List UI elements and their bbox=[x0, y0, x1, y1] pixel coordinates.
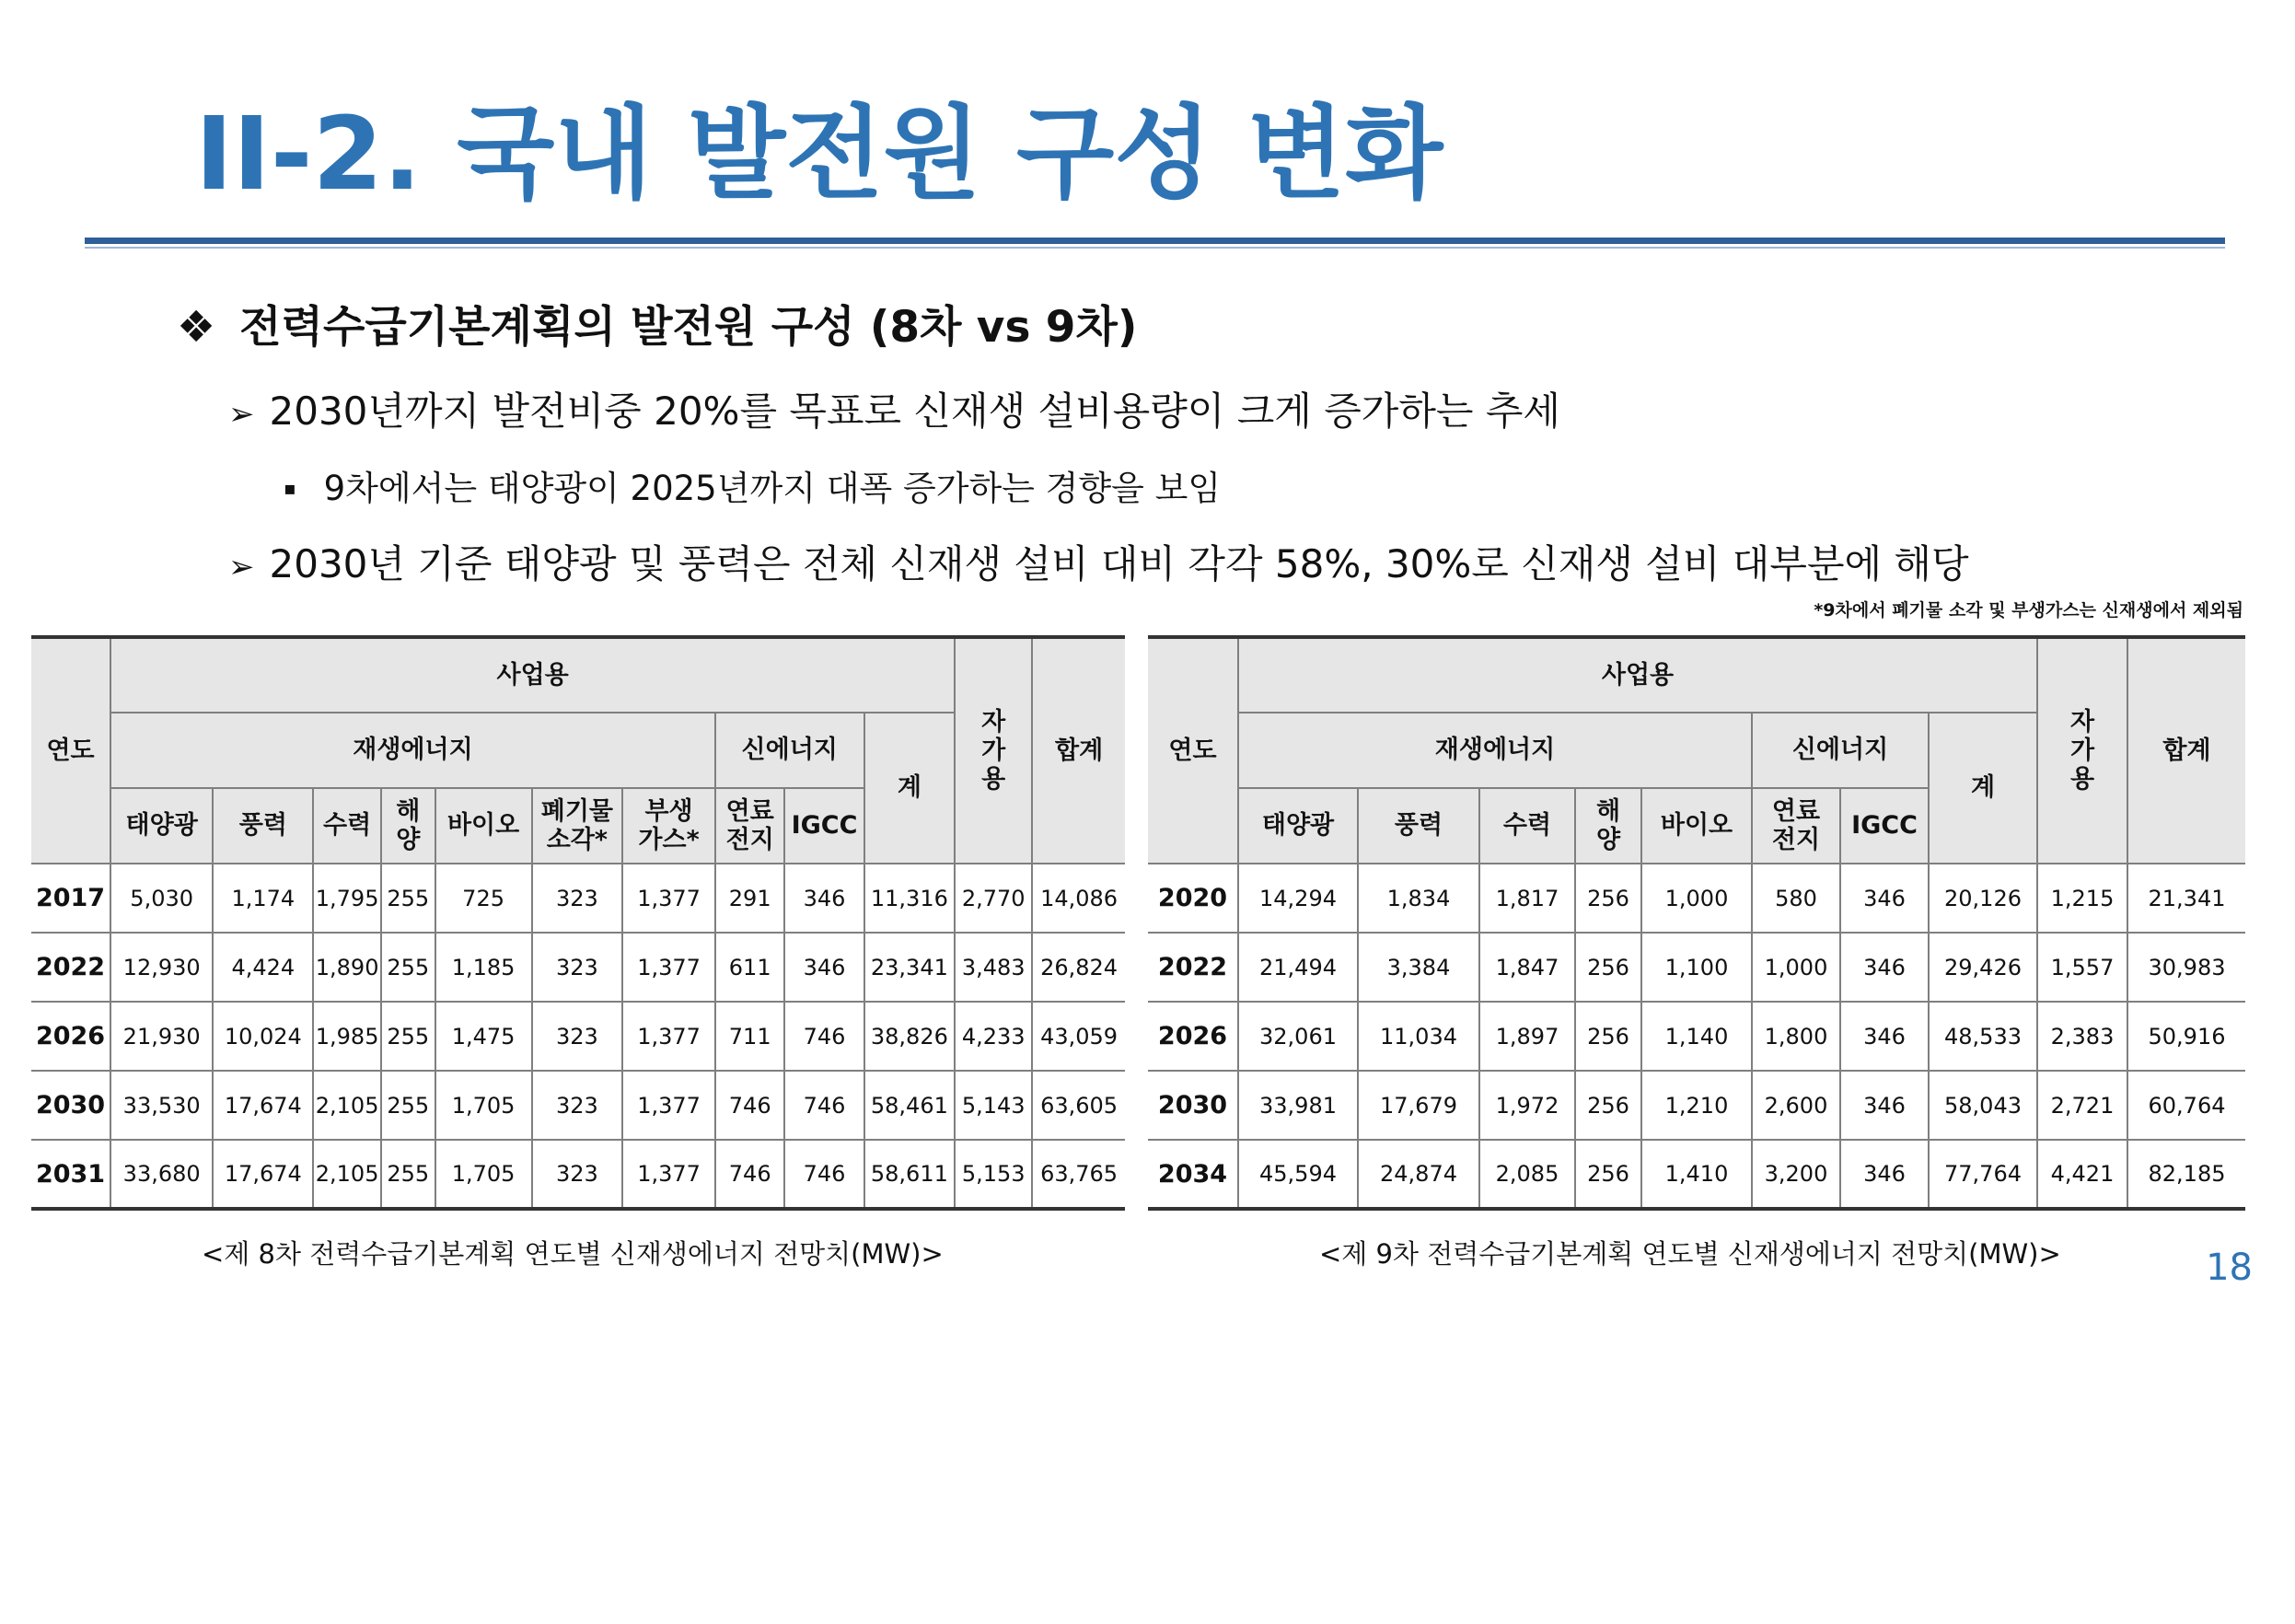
cell: 33,530 bbox=[110, 1071, 213, 1140]
table-row bbox=[31, 1002, 1125, 1071]
cell: 24,874 bbox=[1358, 1140, 1479, 1209]
cell: 1,705 bbox=[435, 1071, 532, 1140]
cell: 323 bbox=[532, 864, 623, 933]
cell-year: 2031 bbox=[31, 1140, 110, 1209]
cell: 1,795 bbox=[313, 864, 380, 933]
header-ocean: 해 양 bbox=[1575, 788, 1641, 864]
table-8th-plan bbox=[31, 635, 1125, 1211]
slide-title: II-2. 국내 발전원 구성 변화 bbox=[195, 95, 1443, 213]
table-row bbox=[31, 864, 1125, 933]
cell: 255 bbox=[381, 1140, 435, 1209]
header-ocean: 해 양 bbox=[381, 788, 435, 864]
cell: 2,105 bbox=[313, 1140, 380, 1209]
cell: 20,126 bbox=[1929, 864, 2037, 933]
cell: 1,140 bbox=[1641, 1002, 1752, 1071]
cell: 1,377 bbox=[622, 1002, 715, 1071]
cell: 50,916 bbox=[2127, 1002, 2245, 1071]
cell: 21,341 bbox=[2127, 864, 2245, 933]
header-igcc: IGCC bbox=[1840, 788, 1929, 864]
cell: 3,200 bbox=[1752, 1140, 1840, 1209]
section-heading-text: 전력수급기본계획의 발전원 구성 (8차 vs 9차) bbox=[239, 302, 1138, 353]
cell: 63,765 bbox=[1032, 1140, 1125, 1209]
cell-year: 2017 bbox=[31, 864, 110, 933]
cell: 1,000 bbox=[1641, 864, 1752, 933]
header-new-energy: 신에너지 bbox=[715, 713, 864, 788]
header-fuel-cell: 연료 전지 bbox=[715, 788, 785, 864]
cell: 746 bbox=[784, 1140, 864, 1209]
cell-year: 2026 bbox=[31, 1002, 110, 1071]
section-heading bbox=[177, 293, 1137, 354]
cell: 1,834 bbox=[1358, 864, 1479, 933]
header-renewable: 재생에너지 bbox=[1238, 713, 1752, 788]
page-number: 18 bbox=[2206, 1247, 2253, 1289]
cell: 58,043 bbox=[1929, 1071, 2037, 1140]
cell: 346 bbox=[1840, 933, 1929, 1002]
cell: 1,557 bbox=[2037, 933, 2127, 1002]
header-new-energy: 신에너지 bbox=[1752, 713, 1929, 788]
cell: 23,341 bbox=[864, 933, 956, 1002]
bullet-1-sub-text: 9차에서는 태양광이 2025년까지 대폭 증가하는 경향을 보임 bbox=[323, 469, 1222, 508]
cell: 1,377 bbox=[622, 933, 715, 1002]
header-igcc: IGCC bbox=[784, 788, 864, 864]
cell: 17,674 bbox=[213, 1140, 313, 1209]
cell: 1,985 bbox=[313, 1002, 380, 1071]
bullet-2-text: 2030년 기준 태양광 및 풍력은 전체 신재생 설비 대비 각각 58%, 30%로 신재생 설비 대부분에 해당 bbox=[269, 541, 1969, 586]
square-bullet-icon: ▪ bbox=[284, 477, 296, 499]
cell: 29,426 bbox=[1929, 933, 2037, 1002]
cell-year: 2022 bbox=[31, 933, 110, 1002]
cell: 1,847 bbox=[1479, 933, 1575, 1002]
cell: 12,930 bbox=[110, 933, 213, 1002]
cell: 255 bbox=[381, 864, 435, 933]
cell: 2,721 bbox=[2037, 1071, 2127, 1140]
cell: 1,817 bbox=[1479, 864, 1575, 933]
cell: 1,377 bbox=[622, 864, 715, 933]
cell: 1,410 bbox=[1641, 1140, 1752, 1209]
header-wind: 풍력 bbox=[1358, 788, 1479, 864]
table-row bbox=[1148, 1071, 2245, 1140]
cell: 323 bbox=[532, 1002, 623, 1071]
cell: 1,475 bbox=[435, 1002, 532, 1071]
bullet-1-text: 2030년까지 발전비중 20%를 목표로 신재생 설비용량이 크게 증가하는 추세 bbox=[269, 389, 1560, 434]
cell: 1,800 bbox=[1752, 1002, 1840, 1071]
bullet-1 bbox=[228, 381, 1560, 436]
cell: 611 bbox=[715, 933, 785, 1002]
cell: 1,705 bbox=[435, 1140, 532, 1209]
cell: 4,424 bbox=[213, 933, 313, 1002]
cell: 2,600 bbox=[1752, 1071, 1840, 1140]
header-hydro: 수력 bbox=[313, 788, 380, 864]
cell: 2,085 bbox=[1479, 1140, 1575, 1209]
header-bio: 바이오 bbox=[435, 788, 532, 864]
cell: 346 bbox=[1840, 1140, 1929, 1209]
cell: 1,174 bbox=[213, 864, 313, 933]
cell-year: 2030 bbox=[31, 1071, 110, 1140]
cell: 255 bbox=[381, 933, 435, 1002]
header-solar: 태양광 bbox=[110, 788, 213, 864]
cell: 4,233 bbox=[955, 1002, 1032, 1071]
cell: 1,972 bbox=[1479, 1071, 1575, 1140]
cell-year: 2030 bbox=[1148, 1071, 1238, 1140]
cell: 2,770 bbox=[955, 864, 1032, 933]
cell: 5,153 bbox=[955, 1140, 1032, 1209]
cell: 711 bbox=[715, 1002, 785, 1071]
table-9th-caption: <제 9차 전력수급기본계획 연도별 신재생에너지 전망치(MW)> bbox=[1319, 1238, 2061, 1270]
header-fuel-cell: 연료 전지 bbox=[1752, 788, 1840, 864]
cell: 1,100 bbox=[1641, 933, 1752, 1002]
cell: 1,377 bbox=[622, 1071, 715, 1140]
cell: 255 bbox=[381, 1071, 435, 1140]
cell: 5,143 bbox=[955, 1071, 1032, 1140]
table-row bbox=[1148, 864, 2245, 933]
header-year: 연도 bbox=[31, 637, 110, 864]
cell: 21,930 bbox=[110, 1002, 213, 1071]
cell: 746 bbox=[715, 1140, 785, 1209]
header-total: 합계 bbox=[1032, 637, 1125, 864]
header-hydro: 수력 bbox=[1479, 788, 1575, 864]
table-9th-plan bbox=[1148, 635, 2245, 1211]
cell: 746 bbox=[715, 1071, 785, 1140]
cell: 5,030 bbox=[110, 864, 213, 933]
table-row bbox=[31, 1071, 1125, 1140]
cell: 1,000 bbox=[1752, 933, 1840, 1002]
cell-year: 2020 bbox=[1148, 864, 1238, 933]
cell: 17,679 bbox=[1358, 1071, 1479, 1140]
cell: 346 bbox=[1840, 1002, 1929, 1071]
cell: 256 bbox=[1575, 1071, 1641, 1140]
header-self-use: 자 가 용 bbox=[2037, 637, 2127, 864]
table-row bbox=[31, 933, 1125, 1002]
cell: 291 bbox=[715, 864, 785, 933]
cell: 1,890 bbox=[313, 933, 380, 1002]
table-8th-caption: <제 8차 전력수급기본계획 연도별 신재생에너지 전망치(MW)> bbox=[202, 1238, 944, 1270]
cell-year: 2026 bbox=[1148, 1002, 1238, 1071]
cell: 1,185 bbox=[435, 933, 532, 1002]
table-row bbox=[1148, 1140, 2245, 1209]
header-self-use: 자 가 용 bbox=[955, 637, 1032, 864]
header-waste: 폐기물 소각* bbox=[532, 788, 623, 864]
cell: 21,494 bbox=[1238, 933, 1358, 1002]
table-row bbox=[1148, 1002, 2245, 1071]
cell: 60,764 bbox=[2127, 1071, 2245, 1140]
title-underline-thin bbox=[85, 247, 2225, 249]
cell: 77,764 bbox=[1929, 1140, 2037, 1209]
cell: 58,461 bbox=[864, 1071, 956, 1140]
cell: 4,421 bbox=[2037, 1140, 2127, 1209]
cell: 10,024 bbox=[213, 1002, 313, 1071]
cell: 63,605 bbox=[1032, 1071, 1125, 1140]
header-solar: 태양광 bbox=[1238, 788, 1358, 864]
header-byproduct-gas: 부생 가스* bbox=[622, 788, 715, 864]
arrow-bullet-icon: ➢ bbox=[228, 549, 255, 586]
cell: 725 bbox=[435, 864, 532, 933]
cell: 3,483 bbox=[955, 933, 1032, 1002]
cell: 255 bbox=[381, 1002, 435, 1071]
cell: 3,384 bbox=[1358, 933, 1479, 1002]
cell: 256 bbox=[1575, 933, 1641, 1002]
footnote: *9차에서 폐기물 소각 및 부생가스는 신재생에서 제외됨 bbox=[1814, 600, 2243, 621]
cell: 11,316 bbox=[864, 864, 956, 933]
cell: 346 bbox=[1840, 1071, 1929, 1140]
bullet-1-sub bbox=[284, 460, 1221, 510]
diamond-bullet-icon: ❖ bbox=[177, 302, 216, 353]
table-row bbox=[31, 1140, 1125, 1209]
cell: 1,215 bbox=[2037, 864, 2127, 933]
cell: 1,377 bbox=[622, 1140, 715, 1209]
cell: 58,611 bbox=[864, 1140, 956, 1209]
header-business: 사업용 bbox=[110, 637, 955, 713]
cell: 323 bbox=[532, 1071, 623, 1140]
cell: 48,533 bbox=[1929, 1002, 2037, 1071]
cell: 30,983 bbox=[2127, 933, 2245, 1002]
cell: 17,674 bbox=[213, 1071, 313, 1140]
cell: 323 bbox=[532, 1140, 623, 1209]
cell: 746 bbox=[784, 1071, 864, 1140]
cell: 580 bbox=[1752, 864, 1840, 933]
table-row bbox=[1148, 933, 2245, 1002]
cell-year: 2034 bbox=[1148, 1140, 1238, 1209]
cell: 82,185 bbox=[2127, 1140, 2245, 1209]
cell: 1,210 bbox=[1641, 1071, 1752, 1140]
cell: 11,034 bbox=[1358, 1002, 1479, 1071]
cell: 256 bbox=[1575, 1140, 1641, 1209]
cell: 1,897 bbox=[1479, 1002, 1575, 1071]
header-renewable: 재생에너지 bbox=[110, 713, 715, 788]
header-subtotal: 계 bbox=[1929, 713, 2037, 864]
cell: 323 bbox=[532, 933, 623, 1002]
cell: 2,105 bbox=[313, 1071, 380, 1140]
cell: 746 bbox=[784, 1002, 864, 1071]
cell: 14,086 bbox=[1032, 864, 1125, 933]
bullet-2 bbox=[228, 534, 1969, 589]
header-bio: 바이오 bbox=[1641, 788, 1752, 864]
cell: 38,826 bbox=[864, 1002, 956, 1071]
cell: 33,981 bbox=[1238, 1071, 1358, 1140]
cell: 33,680 bbox=[110, 1140, 213, 1209]
cell: 43,059 bbox=[1032, 1002, 1125, 1071]
header-year: 연도 bbox=[1148, 637, 1238, 864]
header-total: 합계 bbox=[2127, 637, 2245, 864]
cell: 45,594 bbox=[1238, 1140, 1358, 1209]
title-underline bbox=[85, 238, 2225, 244]
cell: 26,824 bbox=[1032, 933, 1125, 1002]
cell: 256 bbox=[1575, 1002, 1641, 1071]
cell: 256 bbox=[1575, 864, 1641, 933]
cell: 2,383 bbox=[2037, 1002, 2127, 1071]
cell: 14,294 bbox=[1238, 864, 1358, 933]
cell: 346 bbox=[784, 933, 864, 1002]
cell: 346 bbox=[784, 864, 864, 933]
cell: 346 bbox=[1840, 864, 1929, 933]
header-subtotal: 계 bbox=[864, 713, 956, 864]
header-business: 사업용 bbox=[1238, 637, 2037, 713]
header-wind: 풍력 bbox=[213, 788, 313, 864]
arrow-bullet-icon: ➢ bbox=[228, 396, 255, 433]
cell: 32,061 bbox=[1238, 1002, 1358, 1071]
cell-year: 2022 bbox=[1148, 933, 1238, 1002]
